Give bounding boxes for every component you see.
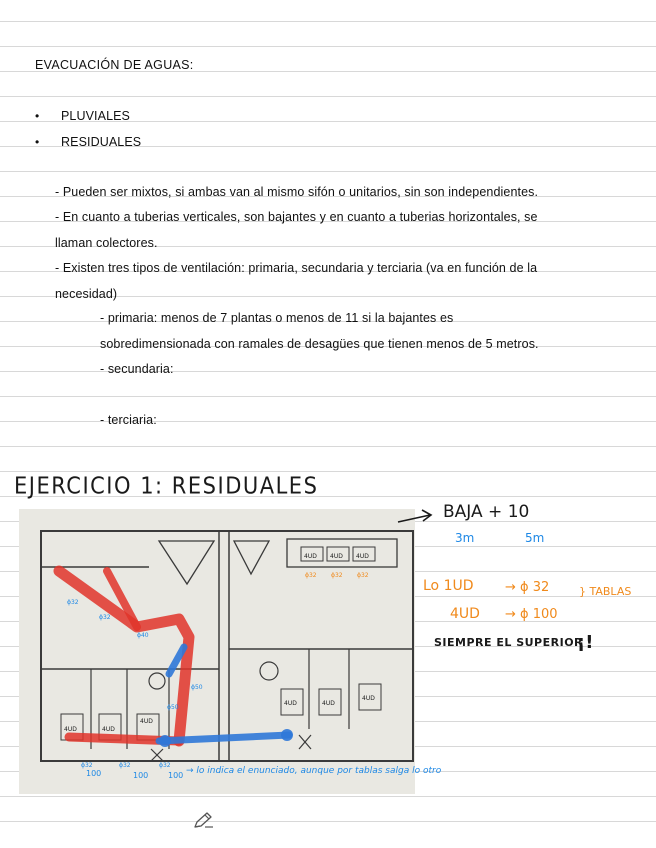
page-title: EVACUACIÓN DE AGUAS: [35,58,194,72]
pencil-icon[interactable] [192,810,216,832]
ud-label: 4UD [64,726,77,733]
bullet-dot: • [35,109,40,123]
diameter-100: 100 [86,769,102,778]
phi-label: ϕ32 [159,762,171,769]
phi-label: ϕ32 [99,614,111,621]
tablas-note: } TABLAS [579,585,632,598]
arrow-icon [396,506,436,526]
phi-label: ϕ32 [119,762,131,769]
indented-line: - terciaria: [100,413,157,427]
phi-label: ϕ40 [137,632,149,639]
ud-label: 4UD [102,726,115,733]
note-line: necesidad) [55,287,118,301]
note-line: - Existen tres tipos de ventilación: primaria, secundaria y terciaria (va en función de la [55,261,538,275]
note-line: - Pueden ser mixtos, si ambas van al mismo sifón o unitarios, sin son independientes. [55,185,539,199]
note-line: llaman colectores. [55,236,158,250]
enunciado-note: → lo indica el enunciado, aunque por tablas salga lo otro [186,766,442,776]
bullet-dot: • [35,135,40,149]
height-3m: 3m [455,531,475,545]
phi-label: ϕ32 [305,572,317,579]
ud-label: 4UD [322,700,335,707]
height-5m: 5m [525,531,545,545]
ud-label: 4UD [304,553,317,560]
bullet-item-pluviales: PLUVIALES [61,109,130,123]
indented-line: - primaria: menos de 7 plantas o menos de 11 si la bajantes es [100,311,454,325]
indented-line: sobredimensionada con ramales de desagües que tienen menos de 5 metros. [100,337,539,351]
exclamation-mark: ¡! [577,632,594,653]
floor-plan-drawing [19,509,415,794]
phi-label: ϕ50 [167,704,179,711]
baja-note: BAJA + 10 [443,502,530,522]
ud-rule-1-left: Lo 1UD [423,578,474,594]
siempre-note: SIEMPRE EL SUPERIOR [434,636,584,649]
ud-rule-1-right: → ϕ 32 [505,580,550,595]
note-line: - En cuanto a tuberias verticales, son bajantes y en cuanto a tuberias horizontales, se [55,210,538,224]
indented-line: - secundaria: [100,362,174,376]
bullet-item-residuales: RESIDUALES [61,135,142,149]
ud-label: 4UD [284,700,297,707]
diameter-100: 100 [133,771,149,780]
phi-label: ϕ32 [331,572,343,579]
phi-label: ϕ32 [357,572,369,579]
ud-rule-2-right: → ϕ 100 [505,607,558,622]
phi-label: ϕ50 [191,684,203,691]
diameter-100: 100 [168,771,184,780]
plan-photo [19,509,415,794]
ud-label: 4UD [356,553,369,560]
ud-label: 4UD [330,553,343,560]
phi-label: ϕ32 [81,762,93,769]
ud-label: 4UD [140,718,153,725]
ud-rule-2-left: 4UD [450,606,480,622]
exercise-title: EJERCICIO 1: RESIDUALES [14,473,319,499]
ud-label: 4UD [362,695,375,702]
phi-label: ϕ32 [67,599,79,606]
